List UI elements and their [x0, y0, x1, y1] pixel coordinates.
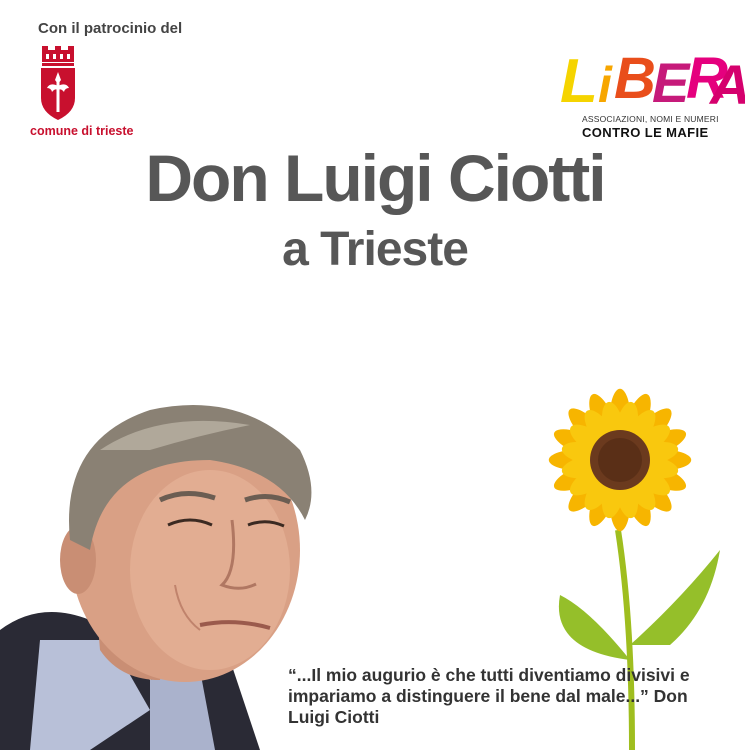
- patronage-label: Con il patrocinio del: [38, 20, 183, 37]
- trieste-crest-icon: [38, 46, 78, 122]
- quote-text: “...Il mio augurio è che tutti diventiamo divisivi e impariamo a distinguere il bene dal male...” Don Luigi Ciotti: [288, 665, 690, 727]
- logo-subtitle: ASSOCIAZIONI, NOMI E NUMERI: [582, 114, 719, 124]
- portrait-photo: [0, 380, 330, 750]
- page-title: Don Luigi Ciotti: [145, 141, 605, 215]
- svg-text:R: R: [686, 46, 728, 111]
- svg-text:E: E: [652, 51, 690, 114]
- svg-text:i: i: [598, 57, 612, 113]
- svg-text:A: [708, 53, 745, 116]
- municipality-name: comune di trieste: [30, 124, 134, 138]
- page-subtitle: a Trieste: [282, 223, 468, 276]
- svg-text:B: B: [614, 46, 656, 111]
- libera-logo: [560, 30, 745, 120]
- svg-text:L: L: [560, 47, 598, 116]
- logo-tagline: CONTRO LE MAFIE: [582, 125, 709, 140]
